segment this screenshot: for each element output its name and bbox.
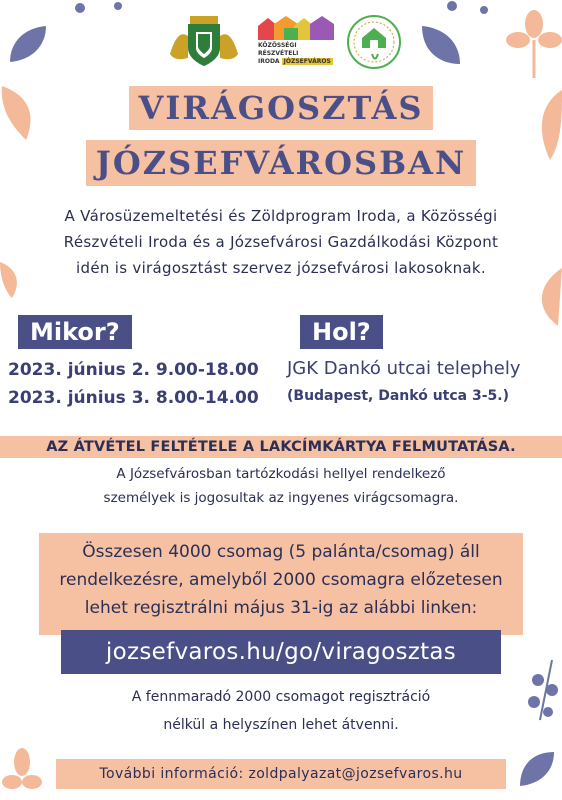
where-address: (Budapest, Dankó utca 3-5.): [287, 388, 509, 404]
title-line-2-wrapper: [0, 140, 562, 186]
title-line-1: VIRÁGOSZTÁS: [129, 86, 434, 130]
title-line-1-wrapper: [0, 86, 562, 130]
intro-line-3: idén is virágosztást szervez józsefvárosi lakosoknak.: [76, 259, 486, 277]
condition-sub-line-2: személyek is jogosultak az ingyenes virágcsomagra.: [103, 490, 459, 506]
condition-subtext: [30, 462, 532, 510]
registration-line-1: Összesen 4000 csomag (5 palánta/csomag) áll: [82, 542, 480, 562]
registration-line-2: rendelkezésre, amelyből 2000 csomagra előzetesen: [59, 570, 503, 590]
kri-text-1: KÖZÖSSÉGI: [258, 42, 297, 49]
registration-line-3: lehet regisztrálni május 31-ig az alábbi linken:: [84, 598, 478, 618]
registration-text: [30, 538, 532, 622]
condition-banner: AZ ÁTVÉTEL FELTÉTELE A LAKCÍMKÁRTYA FELMUTATÁSA.: [0, 436, 562, 458]
when-heading: Mikor?: [18, 315, 132, 349]
registration-link[interactable]: jozsefvaros.hu/go/viragosztas: [61, 630, 501, 674]
intro-paragraph: [20, 203, 542, 281]
when-dates: [8, 356, 278, 412]
remaining-text: [60, 683, 502, 739]
leaf-decoration-mid-left: [0, 260, 22, 300]
remaining-line-2: nélkül a helyszínen lehet átvenni.: [163, 717, 399, 733]
coat-of-arms-logo: [168, 14, 240, 70]
intro-line-2: Részvételi Iroda és a Józsefvárosi Gazdálkodási Központ: [63, 233, 499, 251]
jgk-logo: [346, 14, 402, 70]
berries-decoration-right: [512, 660, 562, 724]
kozossegi-reszveteli-iroda-logo: [256, 14, 338, 70]
date-item-2: 2023. június 3. 8.00-14.00: [8, 388, 259, 408]
houses-icon: [256, 14, 338, 42]
title-line-2: JÓZSEFVÁROSBAN: [86, 140, 476, 186]
info-contact-banner: További információ: zoldpalyazat@jozsefvaros.hu: [56, 759, 506, 789]
where-heading: Hol?: [300, 315, 383, 349]
flower-decoration-bottom-left: [2, 736, 42, 800]
logo-bar: [0, 14, 562, 74]
kri-text-3: IRODA: [258, 58, 280, 65]
date-item-1: 2023. június 2. 9.00-18.00: [8, 360, 259, 380]
intro-line-1: A Városüzemeltetési és Zöldprogram Iroda, a Közösségi: [64, 207, 498, 225]
kri-text-4: JÓZSEFVÁROS: [283, 58, 331, 65]
where-place: JGK Dankó utcai telephely: [287, 358, 521, 379]
leaf-decoration-bottom-right: [516, 748, 556, 788]
condition-sub-line-1: A Józsefvárosban tartózkodási hellyel rendelkező: [116, 466, 446, 482]
remaining-line-1: A fennmaradó 2000 csomagot regisztráció: [131, 689, 431, 705]
kri-text-2: RÉSZVÉTELI: [258, 50, 299, 57]
